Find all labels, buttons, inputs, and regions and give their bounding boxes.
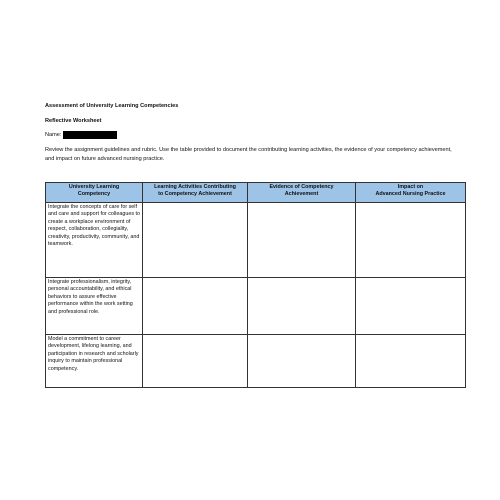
competency-cell [46,278,143,335]
competency-text: Integrate the concepts of care for self and care and support for colleagues to create a workplace environment of respect, collaboration, collegiality, creativity, productivity, community, and teamwork. [48,204,141,248]
header-competency-line1: University Learning [68,184,120,190]
header-evidence [248,183,356,203]
header-impact-line2: Advanced Nursing Practice [375,191,446,198]
evidence-cell[interactable] [248,278,356,335]
header-evidence-line1: Evidence of Competency [269,184,334,190]
header-evidence-line2: Achievement [284,191,319,198]
name-row [45,130,117,139]
name-label: Name: [45,131,62,138]
header-impact-line1: Impact on [397,184,424,190]
table-row [46,203,466,278]
header-impact [356,183,466,203]
table-row [46,278,466,335]
document-title: Assessment of University Learning Competencies [45,103,179,109]
competency-cell [46,335,143,388]
name-redaction [63,131,117,139]
activities-cell[interactable] [143,278,248,335]
header-competency-line2: Competency [77,191,111,198]
impact-cell[interactable] [356,335,466,388]
competency-cell [46,203,143,278]
table-row [46,335,466,388]
header-activities-line2: to Competency Achievement [158,191,232,198]
competency-text: Model a commitment to career development, lifelong learning, and participation in research and scholarly inquiry to maintain professional competency. [48,336,139,372]
table-header-row [46,183,466,203]
instructions-paragraph: Review the assignment guidelines and rubric. Use the table provided to document the contributing learning activities, the evidence of your competency achievement, and impact on future advanced nursing practice. [45,147,452,162]
activities-cell[interactable] [143,203,248,278]
impact-cell[interactable] [356,278,466,335]
header-competency [46,183,143,203]
header-activities [143,183,248,203]
evidence-cell[interactable] [248,203,356,278]
competency-text: Integrate professionalism, integrity, personal accountability, and ethical behaviors to assure effective performance within the work setting and professional role. [48,279,133,315]
activities-cell[interactable] [143,335,248,388]
evidence-cell[interactable] [248,335,356,388]
competency-table [45,182,466,388]
document-subtitle: Reflective Worksheet [45,118,102,124]
impact-cell[interactable] [356,203,466,278]
header-activities-line1: Learning Activities Contributing [154,184,236,190]
